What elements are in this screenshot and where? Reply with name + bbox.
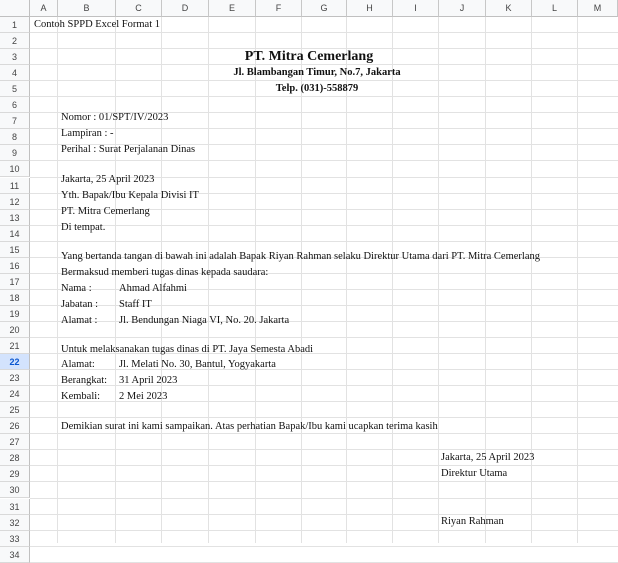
row-gridline	[30, 160, 618, 161]
column-header-j[interactable]: J	[439, 0, 486, 17]
column-header-g[interactable]: G	[302, 0, 347, 17]
row-header-13[interactable]: 13	[0, 210, 30, 226]
row-gridline	[30, 241, 618, 242]
row-header-26[interactable]: 26	[0, 418, 30, 434]
row-gridline	[30, 225, 618, 226]
row-header-30[interactable]: 30	[0, 482, 30, 498]
row-header-10[interactable]: 10	[0, 161, 30, 177]
row-gridline	[30, 498, 618, 499]
column-header-i[interactable]: I	[393, 0, 439, 17]
row-header-17[interactable]: 17	[0, 274, 30, 290]
row-header-25[interactable]: 25	[0, 402, 30, 418]
row-header-21[interactable]: 21	[0, 338, 30, 354]
berangkat-label[interactable]: Berangkat:	[61, 375, 108, 386]
row-header-6[interactable]: 6	[0, 97, 30, 113]
row-header-16[interactable]: 16	[0, 258, 30, 274]
perihal-cell[interactable]: Perihal : Surat Perjalanan Dinas	[61, 144, 196, 155]
dest-alamat-value[interactable]: Jl. Melati No. 30, Bantul, Yogyakarta	[119, 359, 276, 370]
column-header-a[interactable]: A	[30, 0, 58, 17]
row-header-28[interactable]: 28	[0, 450, 30, 466]
jabatan-value[interactable]: Staff IT	[119, 299, 152, 310]
row-header-14[interactable]: 14	[0, 226, 30, 242]
row-gridline	[30, 546, 618, 547]
task-cell[interactable]: Untuk melaksanakan tugas dinas di PT. Jaya Semesta Abadi	[61, 344, 314, 355]
row-header-33[interactable]: 33	[0, 531, 30, 547]
column-header-c[interactable]: C	[116, 0, 162, 17]
lampiran-cell[interactable]: Lampiran : -	[61, 128, 114, 139]
row-header-15[interactable]: 15	[0, 242, 30, 258]
sign-name-cell[interactable]: Riyan Rahman	[441, 516, 504, 527]
row-gridline	[30, 530, 618, 531]
recipient-cell[interactable]: Yth. Bapak/Ibu Kepala Divisi IT	[61, 190, 199, 201]
row-header-19[interactable]: 19	[0, 306, 30, 322]
berangkat-value[interactable]: 31 April 2023	[119, 375, 178, 386]
row-header-18[interactable]: 18	[0, 290, 30, 306]
alamat-value[interactable]: Jl. Bendungan Niaga VI, No. 20. Jakarta	[119, 315, 290, 326]
row-header-24[interactable]: 24	[0, 386, 30, 402]
row-header-12[interactable]: 12	[0, 194, 30, 210]
column-header-l[interactable]: L	[532, 0, 578, 17]
column-header-k[interactable]: K	[486, 0, 532, 17]
row-header-23[interactable]: 23	[0, 370, 30, 386]
date-place-cell[interactable]: Jakarta, 25 April 2023	[61, 174, 155, 185]
column-header-f[interactable]: F	[256, 0, 302, 17]
row-header-11[interactable]: 11	[0, 178, 30, 194]
recipient-company-cell[interactable]: PT. Mitra Cemerlang	[61, 206, 150, 217]
company-name[interactable]: PT. Mitra Cemerlang	[244, 49, 374, 64]
nomor-cell[interactable]: Nomor : 01/SPT/IV/2023	[61, 112, 169, 123]
row-header-32[interactable]: 32	[0, 515, 30, 531]
row-header-8[interactable]: 8	[0, 129, 30, 145]
column-header-e[interactable]: E	[209, 0, 256, 17]
kembali-value[interactable]: 2 Mei 2023	[119, 391, 168, 402]
row-gridline	[30, 337, 618, 338]
column-header-m[interactable]: M	[578, 0, 618, 17]
column-header-d[interactable]: D	[162, 0, 209, 17]
closing-cell[interactable]: Demikian surat ini kami sampaikan. Atas perhatian Bapak/Ibu kami ucapkan terima kasih	[61, 421, 438, 432]
row-header-3[interactable]: 3	[0, 49, 30, 65]
row-header-9[interactable]: 9	[0, 145, 30, 161]
row-header-7[interactable]: 7	[0, 113, 30, 129]
intro-cell[interactable]: Yang bertanda tangan di bawah ini adalah Bapak Riyan Rahman selaku Direktur Utama dari PT. Mitra Cemerlang	[61, 251, 540, 262]
column-header-b[interactable]: B	[58, 0, 116, 17]
row-header-29[interactable]: 29	[0, 466, 30, 482]
row-header-27[interactable]: 27	[0, 434, 30, 450]
nama-value[interactable]: Ahmad Alfahmi	[119, 283, 187, 294]
row-gridline	[30, 481, 618, 482]
row-header-22[interactable]: 22	[0, 354, 30, 370]
column-header-h[interactable]: H	[347, 0, 393, 17]
kembali-label[interactable]: Kembali:	[61, 391, 101, 402]
sign-title-cell[interactable]: Direktur Utama	[441, 468, 508, 479]
dest-alamat-label[interactable]: Alamat:	[61, 359, 95, 370]
row-gridline	[30, 128, 618, 129]
row-header-34[interactable]: 34	[0, 547, 30, 563]
cell-a1[interactable]: Contoh SPPD Excel Format 1	[34, 19, 161, 30]
sign-date-cell[interactable]: Jakarta, 25 April 2023	[441, 452, 535, 463]
row-header-5[interactable]: 5	[0, 81, 30, 97]
row-header-4[interactable]: 4	[0, 65, 30, 81]
row-header-1[interactable]: 1	[0, 17, 30, 33]
row-gridline	[30, 514, 618, 515]
row-header-31[interactable]: 31	[0, 499, 30, 515]
jabatan-label[interactable]: Jabatan :	[61, 299, 99, 310]
select-all-corner[interactable]	[0, 0, 30, 17]
company-phone[interactable]: Telp. (031)-558879	[275, 83, 359, 94]
alamat-label[interactable]: Alamat :	[61, 315, 98, 326]
row-header-2[interactable]: 2	[0, 33, 30, 49]
company-address[interactable]: Jl. Blambangan Timur, No.7, Jakarta	[233, 67, 401, 78]
row-header-20[interactable]: 20	[0, 322, 30, 338]
purpose-cell[interactable]: Bermaksud memberi tugas dinas kepada saudara:	[61, 267, 269, 278]
nama-label[interactable]: Nama :	[61, 283, 92, 294]
di-tempat-cell[interactable]: Di tempat.	[61, 222, 106, 233]
